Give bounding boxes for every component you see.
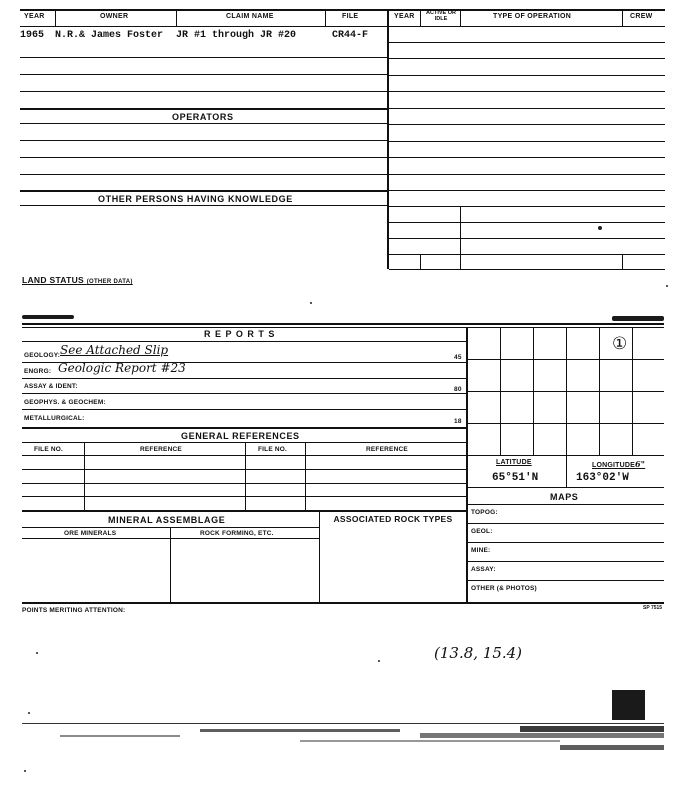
row-line	[22, 341, 466, 342]
row-line	[22, 510, 466, 512]
grid-line	[466, 455, 664, 456]
table-split-divider	[387, 9, 389, 269]
handwritten-coordinates: (13.8, 15.4)	[434, 644, 523, 662]
maps-assay: ASSAY:	[471, 566, 496, 573]
row-line	[22, 442, 466, 443]
col-divider	[420, 254, 421, 269]
activity-header-year: YEAR	[394, 13, 415, 20]
row-line	[22, 378, 466, 379]
row-line	[466, 561, 664, 562]
scan-line	[22, 723, 664, 724]
scan-streak	[520, 726, 664, 732]
claim-name: JR #1 through JR #20	[176, 30, 297, 41]
scan-streak	[420, 733, 664, 738]
metallurgical-label: METALLURGICAL:	[24, 415, 85, 422]
row-line	[389, 108, 665, 109]
longitude-label-text: LONGITUDE	[592, 462, 636, 469]
ink-dot	[28, 712, 30, 714]
geology-label: GEOLOGY:	[24, 352, 61, 359]
claims-header-border	[20, 26, 387, 27]
operators-title: OPERATORS	[172, 112, 234, 122]
general-references-title: GENERAL REFERENCES	[181, 431, 300, 441]
maps-other: OTHER (& PHOTOS)	[471, 585, 537, 592]
row-line	[22, 393, 466, 394]
row-line	[466, 580, 664, 581]
land-status-subtitle: (OTHER DATA)	[86, 279, 133, 285]
header-owner: OWNER	[100, 13, 129, 20]
row-line	[466, 487, 664, 488]
scan-streak	[60, 735, 180, 737]
ink-dot	[666, 285, 668, 287]
col-divider	[325, 9, 326, 26]
grid-line	[466, 391, 664, 392]
row-line	[389, 42, 665, 43]
row-line	[20, 108, 387, 110]
smudge-mark	[612, 316, 664, 321]
grid-mark: ①	[612, 334, 628, 354]
row-line	[389, 58, 665, 59]
row-line	[389, 238, 665, 239]
reports-number-45: 45	[454, 354, 462, 361]
form-number: SP 7515	[643, 605, 663, 611]
header-file: FILE	[342, 13, 359, 20]
smudge-mark	[22, 315, 74, 319]
geophys-label: GEOPHYS. & GEOCHEM:	[24, 399, 106, 406]
col-divider	[319, 510, 320, 603]
col-divider	[176, 9, 177, 26]
row-line	[389, 222, 665, 223]
bottom-border	[22, 602, 664, 604]
col-divider	[84, 442, 85, 510]
row-line	[20, 140, 387, 141]
col-divider	[622, 254, 623, 269]
geology-value: See Attached Slip	[60, 343, 169, 357]
claim-year: 1965	[20, 30, 45, 41]
row-line	[22, 327, 664, 328]
row-line	[466, 523, 664, 524]
ink-dot	[598, 226, 602, 230]
land-status-label	[22, 275, 133, 285]
claim-owner: N.R.& James Foster	[55, 30, 164, 41]
row-line	[389, 206, 665, 207]
scan-streak	[200, 729, 400, 732]
row-line	[389, 141, 665, 142]
col-divider	[622, 9, 623, 26]
mineral-assemblage-title: MINERAL ASSEMBLAGE	[108, 515, 226, 525]
ref-header-reference-2: REFERENCE	[366, 446, 408, 453]
rock-forming-header: ROCK FORMING, ETC.	[200, 530, 274, 537]
reports-title: R E P O R T S	[204, 329, 276, 339]
row-line	[22, 538, 319, 539]
land-status-title: LAND STATUS	[22, 275, 85, 285]
grid-line	[566, 455, 567, 487]
engrg-value: Geologic Report #23	[58, 361, 186, 375]
ink-dot	[36, 652, 38, 654]
scan-blot	[612, 690, 645, 720]
grid-line	[466, 423, 664, 424]
row-line	[389, 254, 665, 255]
row-line	[20, 57, 387, 58]
row-line	[22, 455, 466, 456]
longitude-label	[592, 459, 645, 469]
row-line	[20, 123, 387, 124]
row-line	[389, 269, 665, 270]
row-line	[20, 174, 387, 175]
row-line	[389, 174, 665, 175]
other-persons-title: OTHER PERSONS HAVING KNOWLEDGE	[98, 194, 293, 204]
ref-header-file-no-1: FILE NO.	[34, 446, 64, 453]
row-line	[20, 190, 387, 192]
latitude-value: 65°51'N	[492, 472, 539, 484]
associated-rock-types-title: ASSOCIATED ROCK TYPES	[333, 514, 453, 524]
points-meriting-label: POINTS MERITING ATTENTION:	[22, 607, 126, 614]
maps-title: MAPS	[550, 492, 579, 502]
row-line	[20, 74, 387, 75]
row-line	[20, 157, 387, 158]
row-line	[389, 190, 665, 191]
engrg-label: ENGRG:	[24, 368, 52, 375]
section-divider	[22, 323, 664, 325]
ref-header-reference-1: REFERENCE	[140, 446, 182, 453]
col-divider	[305, 442, 306, 510]
activity-header-border	[389, 26, 665, 27]
scan-streak	[560, 745, 664, 750]
assay-label: ASSAY & IDENT:	[24, 383, 78, 390]
longitude-value: 163°02'W	[576, 472, 629, 484]
col-divider	[460, 9, 461, 26]
reports-number-80: 80	[454, 386, 462, 393]
activity-header-type: TYPE OF OPERATION	[493, 13, 572, 20]
row-line	[20, 205, 387, 206]
maps-topog: TOPOG:	[471, 509, 498, 516]
reports-number-18: 18	[454, 418, 462, 425]
col-divider	[460, 206, 461, 269]
ink-dot	[378, 660, 380, 662]
row-line	[20, 91, 387, 92]
ore-minerals-header: ORE MINERALS	[64, 530, 117, 537]
row-line	[466, 504, 664, 505]
row-line	[22, 409, 466, 410]
row-line	[22, 483, 466, 484]
row-line	[22, 469, 466, 470]
row-line	[389, 91, 665, 92]
col-divider	[245, 442, 246, 510]
header-claim-name: CLAIM NAME	[226, 13, 274, 20]
row-line	[466, 542, 664, 543]
col-divider	[55, 9, 56, 26]
row-line	[22, 496, 466, 497]
row-line	[389, 157, 665, 158]
row-line	[389, 75, 665, 76]
row-line	[389, 124, 665, 125]
ink-dot	[310, 302, 312, 304]
maps-geol: GEOL:	[471, 528, 493, 535]
activity-header-crew: CREW	[630, 13, 653, 20]
longitude-note: 6"	[635, 459, 646, 469]
claims-top-border	[20, 9, 387, 11]
claim-file: CR44-F	[332, 30, 369, 41]
ref-header-file-no-2: FILE NO.	[258, 446, 288, 453]
ink-dot	[24, 770, 26, 772]
header-year: YEAR	[24, 13, 45, 20]
col-divider	[420, 9, 421, 26]
activity-header-active-idle: ACTIVE OR IDLE	[426, 10, 456, 22]
scan-streak	[300, 740, 560, 742]
row-line	[22, 427, 466, 429]
maps-mine: MINE:	[471, 547, 491, 554]
latitude-label: LATITUDE	[496, 459, 532, 466]
grid-line	[466, 359, 664, 360]
